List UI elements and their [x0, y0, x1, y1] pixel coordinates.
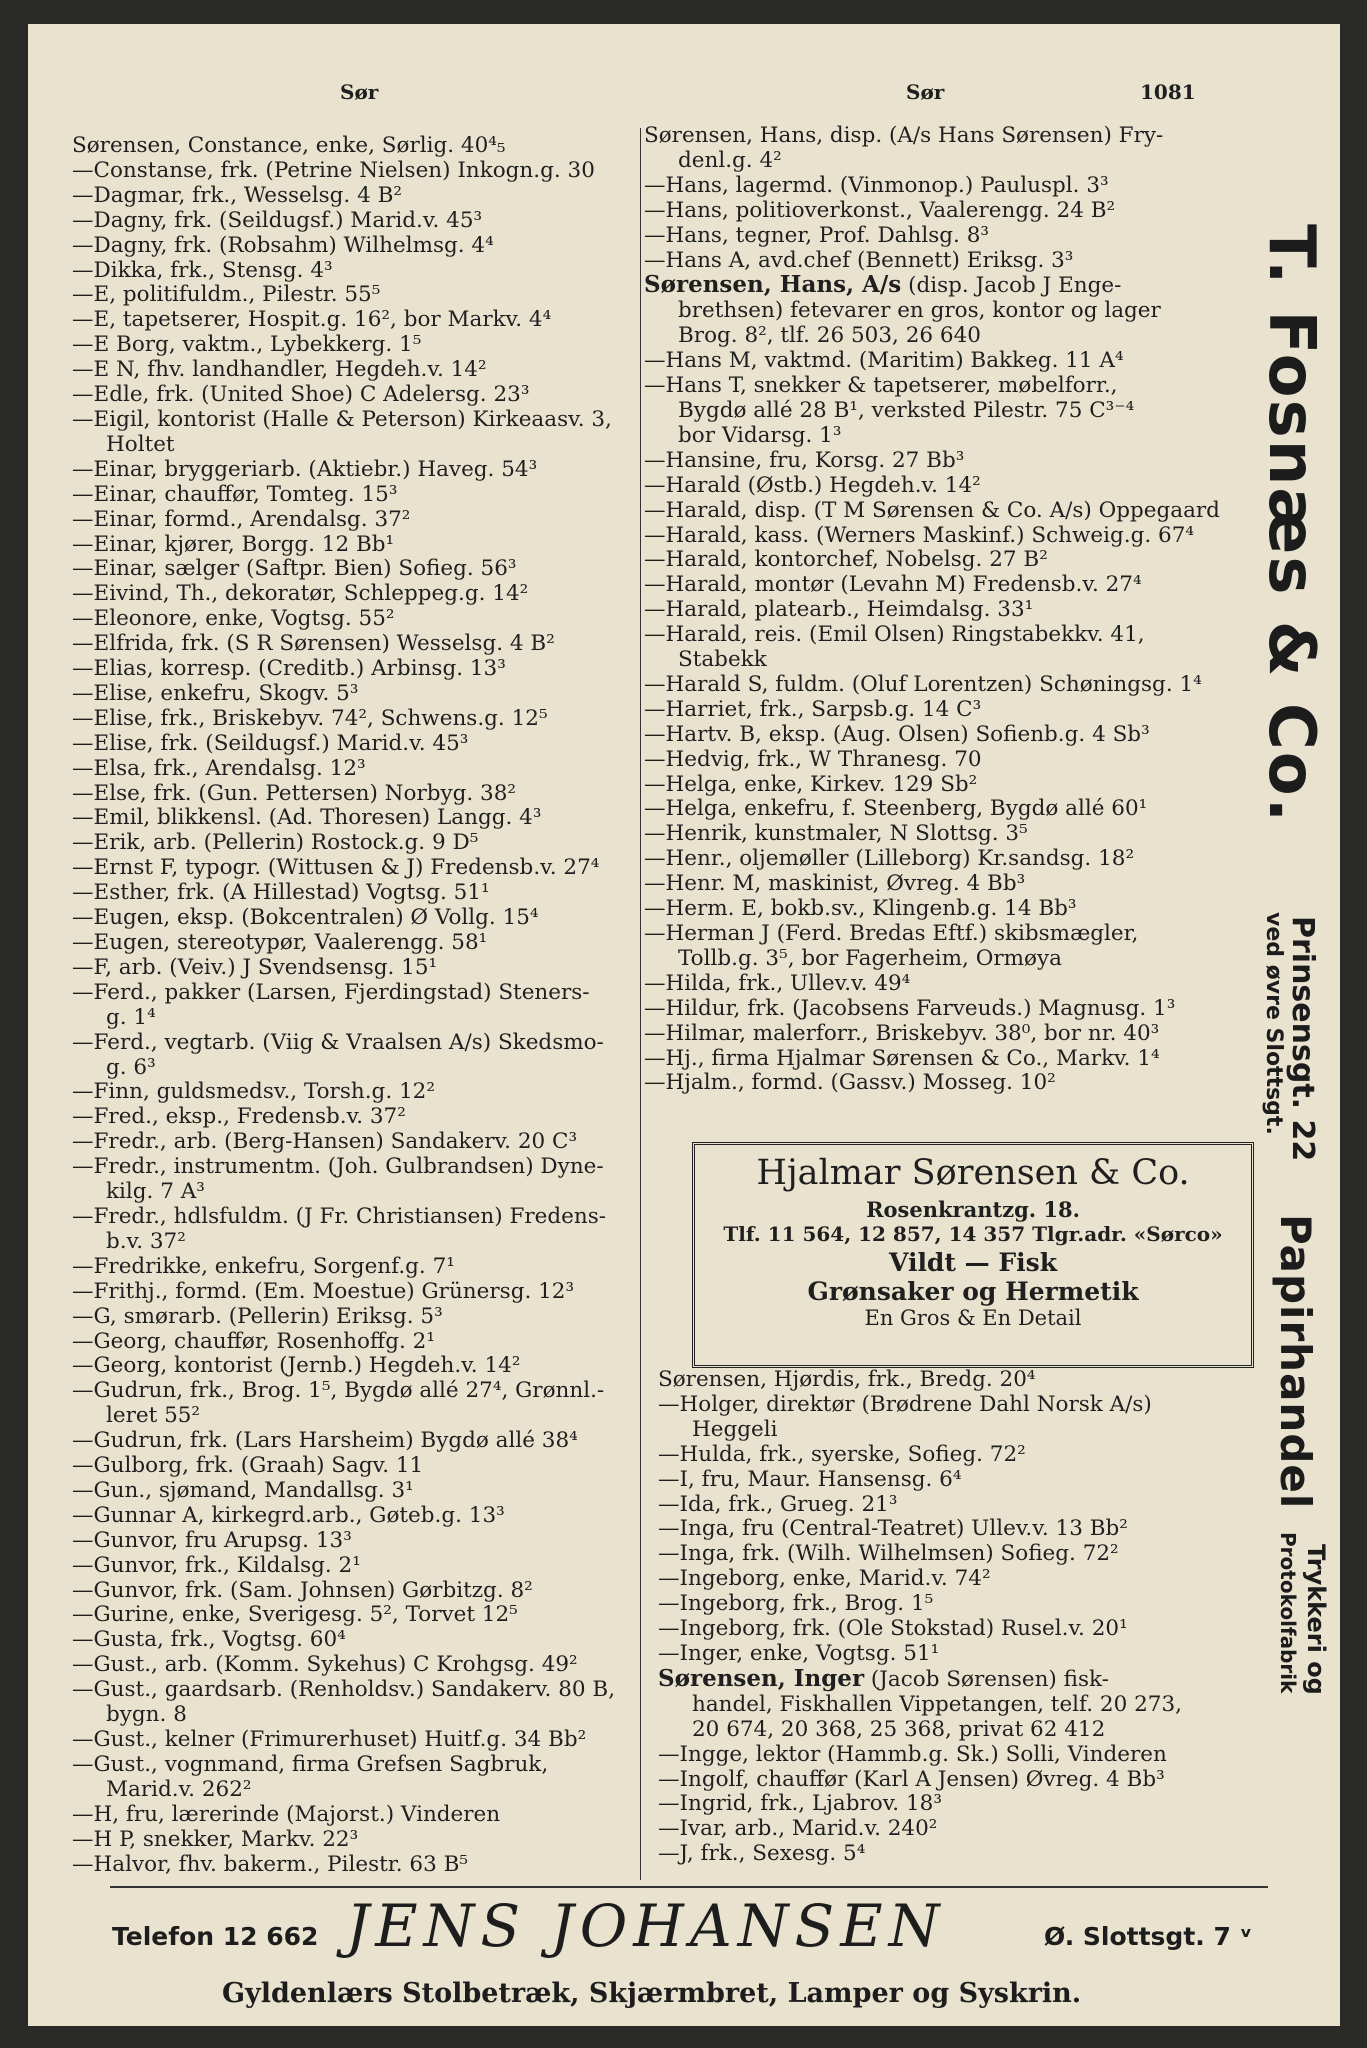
listing-line — [658, 1792, 1248, 1817]
listing-text: g. 1⁴ — [106, 1005, 156, 1030]
listing-line — [72, 1703, 678, 1728]
listing-text: —Einar, bryggeriarb. (Aktiebr.) Haveg. 54³ — [72, 457, 538, 482]
listing-text: —Gunvor, frk., Kildalsg. 2¹ — [72, 1553, 361, 1578]
listing-line — [644, 1071, 1248, 1096]
listing-text: —Ingge, lektor (Hammb.g. Sk.) Solli, Vinderen — [658, 1742, 1167, 1767]
listing-text: —Gusta, frk., Vogtsg. 60⁴ — [72, 1628, 346, 1653]
listing-text: kilg. 7 A³ — [106, 1180, 205, 1205]
directory-page — [28, 24, 1340, 2026]
listing-text: —Ernst F, typogr. (Wittusen & J) Fredensb.v. 27⁴ — [72, 856, 600, 881]
listing-text: —Harald (Østb.) Hegdeh.v. 14² — [644, 473, 981, 498]
listing-text: —Eugen, stereotypør, Vaalerengg. 58¹ — [72, 931, 488, 955]
listing-text: —Hans A, avd.chef (Bennett) Eriksg. 3³ — [644, 248, 1074, 273]
listing-line — [644, 723, 1248, 748]
listing-line — [644, 748, 1248, 773]
listing-text: Sørensen, Inger — [658, 1666, 865, 1692]
listing-line — [644, 399, 1248, 424]
listing-line — [72, 458, 678, 483]
listing-text: —Hans, politioverkonst., Vaalerengg. 24 B² — [644, 198, 1116, 223]
listing-text: —Hans, tegner, Prof. Dahlsg. 8³ — [644, 223, 989, 248]
listing-text: Sørensen, Hans, disp. (A/s Hans Sørensen) Fry- — [644, 124, 1164, 148]
listing-line — [644, 847, 1248, 872]
footer-rule — [110, 1886, 1268, 1888]
listing-line — [72, 757, 678, 782]
listing-text: —Ivar, arb., Marid.v. 240² — [658, 1817, 938, 1842]
listing-line — [72, 134, 678, 159]
listing-line — [72, 1504, 678, 1529]
listing-text: —Ferd., pakker (Larsen, Fjerdingstad) Steners- — [72, 980, 590, 1005]
listing-text: —Fredr., arb. (Berg-Hansen) Sandakerv. 20 C³ — [72, 1130, 578, 1155]
listing-text: —Inga, fru (Central-Teatret) Ullev.v. 13 Bb² — [658, 1517, 1128, 1542]
listing-text: —Fredr., hdlsfuldm. (J Fr. Christiansen) Fredens- — [72, 1204, 607, 1229]
listing-line — [72, 607, 678, 632]
listing-text: —Finn, guldsmedsv., Torsh.g. 12² — [72, 1080, 435, 1105]
listing-text: —Gust., gaardsarb. (Renholdsv.) Sandakerv. 80 B, — [72, 1678, 616, 1703]
listing-text: —Harald, reis. (Emil Olsen) Ringstabekkv. 41, — [644, 623, 1145, 648]
listing-line — [72, 1579, 678, 1604]
listing-line — [72, 259, 678, 284]
footer-name: JENS JOHANSEN — [346, 1892, 946, 1960]
listing-line — [644, 922, 1248, 947]
listing-text: —Harald, disp. (T M Sørensen & Co. A/s) Oppegaard — [644, 498, 1220, 523]
listing-line — [72, 682, 678, 707]
listing-line — [644, 822, 1248, 847]
listing-text: Sørensen, Constance, enke, Sørlig. 40⁴₅ — [72, 134, 506, 158]
listing-text: —Ingeborg, frk. (Ole Stokstad) Rusel.v. 20¹ — [658, 1617, 1128, 1642]
listing-text: leret 55² — [106, 1404, 201, 1429]
listing-text: —Elsa, frk., Arendalsg. 12³ — [72, 756, 366, 781]
listing-text: —Constanse, frk. (Petrine Nielsen) Inkogn.g. 30 — [72, 158, 595, 183]
listing-line — [644, 424, 1248, 449]
listing-text: g. 6³ — [106, 1055, 156, 1080]
side-ad-address-a: Prinsensgt. 22 — [1285, 916, 1320, 1162]
listing-line — [72, 806, 678, 831]
side-ad-business-a: Papirhandel — [1271, 1214, 1320, 1510]
listing-line — [658, 1368, 1248, 1393]
listing-line — [72, 1628, 678, 1653]
listing-text: —Herman J (Ferd. Bredas Eftf.) skibsmægler, — [644, 922, 1139, 946]
listing-text: Sørensen, Hjørdis, frk., Bredg. 20⁴ — [658, 1368, 1036, 1392]
listing-text: —Ida, frk., Grueg. 21³ — [658, 1492, 898, 1517]
listing-text: —Elias, korresp. (Creditb.) Arbinsg. 13³ — [72, 657, 506, 682]
listing-line — [658, 1592, 1248, 1617]
listing-text: bygn. 8 — [106, 1703, 187, 1728]
listing-line — [644, 324, 1248, 349]
listing-line — [658, 1743, 1248, 1768]
listing-line — [72, 283, 678, 308]
listing-line — [72, 1354, 678, 1379]
listing-text: —Elfrida, frk. (S R Sørensen) Wesselsg. 4 B² — [72, 632, 555, 657]
listing-line — [644, 224, 1248, 249]
listing-text: —Harald S, fuldm. (Oluf Lorentzen) Schøningsg. 1⁴ — [644, 672, 1202, 697]
listing-text: —Gunnar A, kirkegrd.arb., Gøteb.g. 13³ — [72, 1503, 505, 1528]
listing-text: —G, smørarb. (Pellerin) Eriksg. 5³ — [72, 1304, 443, 1329]
listing-line — [644, 174, 1248, 199]
listing-text: b.v. 37² — [106, 1229, 186, 1254]
listing-text: bor Vidarsg. 1³ — [678, 423, 842, 448]
listing-text: —Hj., firma Hjalmar Sørensen & Co., Markv. 1⁴ — [644, 1046, 1160, 1071]
listing-text: —Hjalm., formd. (Gassv.) Mosseg. 10² — [644, 1071, 1056, 1096]
listing-text: —Henrik, kunstmaler, N Slottsg. 3⁵ — [644, 822, 1028, 847]
listing-text: denl.g. 4² — [678, 148, 782, 173]
listing-text: —Dagmar, frk., Wesselsg. 4 B² — [72, 183, 403, 208]
listing-line — [644, 474, 1248, 499]
listing-line — [644, 199, 1248, 224]
listing-text: —Halvor, fhv. bakerm., Pilestr. 63 B⁵ — [72, 1852, 468, 1877]
listing-line — [72, 956, 678, 981]
listing-text: —Erik, arb. (Pellerin) Rostock.g. 9 D⁵ — [72, 831, 479, 856]
listing-text: —Eugen, eksp. (Bokcentralen) Ø Vollg. 15⁴ — [72, 906, 539, 931]
listing-line — [644, 299, 1248, 324]
listing-line — [658, 1842, 1248, 1867]
listing-text: brethsen) fetevarer en gros, kontor og lager — [678, 299, 1161, 324]
listing-text: —Harald, platearb., Heimdalsg. 33¹ — [644, 598, 1034, 623]
listing-line — [72, 1205, 678, 1230]
listing-text: —Hilda, frk., Ullev.v. 49⁴ — [644, 971, 911, 996]
listing-text: —Emil, blikkensl. (Ad. Thoresen) Langg. 4³ — [72, 806, 542, 831]
listing-line — [72, 308, 678, 333]
listing-line — [72, 657, 678, 682]
listing-line — [644, 872, 1248, 897]
footer-tagline: Gyldenlærs Stolbetræk, Skjærmbret, Lamper og Syskrin. — [222, 1978, 1082, 2009]
ad-phones: Tlf. 11 564, 12 857, 14 357 Tlgr.adr. «Sørco» — [723, 1222, 1223, 1246]
listing-line — [658, 1443, 1248, 1468]
listing-text: —Inger, enke, Vogtsg. 51¹ — [658, 1641, 940, 1666]
listing-text: —Hans T, snekker & tapetserer, møbelforr., — [644, 374, 1118, 399]
listing-text: —Henr. M, maskinist, Øvreg. 4 Bb³ — [644, 872, 1026, 897]
left-column — [72, 134, 678, 1877]
listing-line — [72, 981, 678, 1006]
listing-line — [72, 582, 678, 607]
listing-line — [72, 1230, 678, 1255]
right-column-bottom — [658, 1368, 1248, 1867]
listing-line — [658, 1768, 1248, 1793]
listing-text: —Else, frk. (Gun. Pettersen) Norbyg. 38² — [72, 781, 517, 806]
listing-line — [72, 1180, 678, 1205]
listing-text: —Hildur, frk. (Jacobsens Farveuds.) Magnusg. 1³ — [644, 996, 1176, 1021]
listing-line — [72, 881, 678, 906]
listing-line — [72, 707, 678, 732]
listing-line — [644, 374, 1248, 399]
ad-line3: En Gros & En Detail — [864, 1306, 1082, 1330]
listing-text: —E Borg, vaktm., Lybekkerg. 1⁵ — [72, 333, 422, 358]
listing-line — [72, 1006, 678, 1031]
side-ad-business-b: Trykkeri og — [1302, 1544, 1330, 1695]
listing-line — [72, 1753, 678, 1778]
listing-line — [658, 1468, 1248, 1493]
listing-text: —Georg, chauffør, Rosenhoffg. 2¹ — [72, 1329, 435, 1354]
listing-text: —Dagny, frk. (Seildugsf.) Marid.v. 45³ — [72, 208, 483, 233]
hjalmar-sorensen-ad — [692, 1142, 1254, 1368]
listing-line — [644, 1047, 1248, 1072]
listing-text: —Gunvor, frk. (Sam. Johnsen) Gørbitzg. 8² — [72, 1578, 533, 1603]
listing-line — [72, 557, 678, 582]
listing-line — [72, 383, 678, 408]
listing-text: —Ferd., vegtarb. (Viig & Vraalsen A/s) Skedsmo- — [72, 1030, 604, 1055]
listing-line — [644, 698, 1248, 723]
listing-line — [644, 673, 1248, 698]
listing-line — [72, 1429, 678, 1454]
listing-line — [72, 533, 678, 558]
listing-line — [72, 1155, 678, 1180]
listing-line — [644, 449, 1248, 474]
listing-text: handel, Fiskhallen Vippetangen, telf. 20 273, — [692, 1692, 1182, 1717]
ad-address: Rosenkrantzg. 18. — [866, 1197, 1080, 1222]
listing-line — [658, 1718, 1248, 1743]
listing-text: —Esther, frk. (A Hillestad) Vogtsg. 51¹ — [72, 881, 490, 906]
listing-line — [644, 499, 1248, 524]
listing-text: —Einar, chauffør, Tomteg. 15³ — [72, 482, 398, 507]
listing-line — [72, 159, 678, 184]
listing-line — [72, 358, 678, 383]
listing-line — [72, 1603, 678, 1628]
listing-line — [658, 1542, 1248, 1567]
listing-line — [644, 648, 1248, 673]
footer-address: Ø. Slottsgt. 7 ᵛ — [1044, 1922, 1253, 1951]
listing-line — [72, 1479, 678, 1504]
listing-line — [72, 906, 678, 931]
listing-line — [644, 598, 1248, 623]
listing-text: —Gun., sjømand, Mandallsg. 3¹ — [72, 1478, 414, 1503]
listing-text: —Edle, frk. (United Shoe) C Adelersg. 23³ — [72, 383, 530, 408]
listing-text: —Eleonore, enke, Vogtsg. 55² — [72, 607, 395, 632]
listing-text: Holtet — [106, 432, 175, 457]
listing-line — [72, 931, 678, 956]
side-ad-business-c: Protokolfabrik — [1276, 1532, 1300, 1694]
listing-line — [644, 524, 1248, 549]
listing-line — [72, 1728, 678, 1753]
listing-text: —Ingeborg, enke, Marid.v. 74² — [658, 1567, 991, 1592]
listing-line — [644, 249, 1248, 274]
listing-text: —Fredr., instrumentm. (Joh. Gulbrandsen) Dyne- — [72, 1155, 604, 1180]
listing-text: —Gudrun, frk. (Lars Harsheim) Bygdø allé 38⁴ — [72, 1429, 578, 1454]
listing-text: —Helga, enke, Kirkev. 129 Sb² — [644, 772, 978, 797]
listing-line — [644, 573, 1248, 598]
listing-line — [72, 1105, 678, 1130]
listing-text: —Hans M, vaktmd. (Maritim) Bakkeg. 11 A⁴ — [644, 349, 1124, 374]
listing-text: —E, politifuldm., Pilestr. 55⁵ — [72, 283, 381, 308]
listing-line — [644, 1022, 1248, 1047]
listing-text: Bygdø allé 28 B¹, verksted Pilestr. 75 C³⁻⁴ — [678, 398, 1135, 423]
listing-line — [644, 124, 1248, 149]
listing-line — [72, 632, 678, 657]
footer-phone: Telefon 12 662 — [112, 1922, 319, 1951]
listing-text: —Eigil, kontorist (Halle & Peterson) Kirkeaasv. 3, — [72, 407, 612, 432]
listing-text: —Gulborg, frk. (Graah) Sagv. 11 — [72, 1454, 424, 1479]
listing-text: —Inga, frk. (Wilh. Wilhelmsen) Sofieg. 72² — [658, 1542, 1119, 1567]
listing-line — [644, 623, 1248, 648]
listing-line — [658, 1693, 1248, 1718]
listing-text: —Hilmar, malerforr., Briskebyv. 38⁰, bor nr. 40³ — [644, 1021, 1160, 1046]
listing-text: —Einar, kjører, Borgg. 12 Bb¹ — [72, 532, 395, 557]
listing-text: —I, fru, Maur. Hansensg. 6⁴ — [658, 1467, 962, 1492]
side-ad-name: T. Fosnæs & Co. — [1254, 224, 1328, 825]
listing-line — [72, 1853, 678, 1878]
listing-text: —Ingolf, chauffør (Karl A Jensen) Øvreg. 4 Bb³ — [658, 1767, 1165, 1792]
listing-text: —H P, snekker, Markv. 22³ — [72, 1827, 359, 1852]
listing-text: —Elise, enkefru, Skogv. 5³ — [72, 681, 359, 706]
listing-text: —E N, fhv. landhandler, Hegdeh.v. 14² — [72, 358, 487, 383]
listing-text: —Hedvig, frk., W Thranesg. 70 — [644, 747, 982, 772]
listing-line — [644, 947, 1248, 972]
listing-line — [658, 1617, 1248, 1642]
listing-text-rest: (disp. Jacob J Enge- — [901, 273, 1122, 299]
listing-text: —Dagny, frk. (Robsahm) Wilhelmsg. 4⁴ — [72, 233, 494, 258]
listing-text: Tollb.g. 3⁵, bor Fagerheim, Ormøya — [678, 946, 1062, 971]
listing-text: —Gudrun, frk., Brog. 1⁵, Bygdø allé 27⁴, Grønnl.- — [72, 1379, 605, 1404]
listing-line — [644, 149, 1248, 174]
listing-line — [72, 1305, 678, 1330]
listing-line — [72, 433, 678, 458]
listing-text-rest: (Jacob Sørensen) fisk- — [864, 1666, 1109, 1692]
listing-text: —Harald, kontorchef, Nobelsg. 27 B² — [644, 548, 1048, 573]
listing-text: —Elise, frk. (Seildugsf.) Marid.v. 45³ — [72, 731, 469, 756]
listing-text: —Holger, direktør (Brødrene Dahl Norsk A/s) — [658, 1392, 1152, 1417]
listing-text: —Gunvor, fru Arupsg. 13³ — [72, 1528, 352, 1553]
listing-line — [72, 234, 678, 259]
listing-line — [72, 1678, 678, 1703]
listing-text: —Hartv. B, eksp. (Aug. Olsen) Sofienb.g. 4 Sb³ — [644, 722, 1150, 747]
listing-line — [658, 1517, 1248, 1542]
listing-text: —Gurine, enke, Sverigesg. 5², Torvet 12⁵ — [72, 1603, 518, 1628]
listing-line — [72, 483, 678, 508]
listing-text: Sørensen, Hans, A/s — [644, 273, 902, 299]
listing-line — [72, 1803, 678, 1828]
listing-text: —Gust., vognmand, firma Grefsen Sagbruk, — [72, 1752, 549, 1777]
listing-text: —Fred., eksp., Fredensb.v. 37² — [72, 1105, 406, 1130]
listing-line — [72, 1454, 678, 1479]
listing-text: —Frithj., formd. (Em. Moestue) Grünersg. 12³ — [72, 1279, 575, 1304]
listing-text: Stabekk — [678, 648, 767, 673]
listing-text: —Hulda, frk., syerske, Sofieg. 72² — [658, 1442, 1026, 1467]
listing-line — [72, 333, 678, 358]
listing-text: —Elise, frk., Briskebyv. 74², Schwens.g. 12⁵ — [72, 706, 548, 731]
listing-line — [72, 209, 678, 234]
listing-line — [72, 831, 678, 856]
listing-line — [72, 782, 678, 807]
listing-line — [72, 408, 678, 433]
listing-text: —Einar, sælger (Saftpr. Bien) Sofieg. 56³ — [72, 557, 517, 582]
listing-text: —F, arb. (Veiv.) J Svendsensg. 15¹ — [72, 955, 438, 980]
listing-line — [72, 1056, 678, 1081]
listing-line — [658, 1418, 1248, 1443]
listing-line — [72, 508, 678, 533]
listing-line — [72, 732, 678, 757]
ad-line1: Vildt — Fisk — [888, 1248, 1058, 1277]
listing-line — [72, 1255, 678, 1280]
side-ad-address-b: ved øvre Slottsgt. — [1261, 912, 1286, 1135]
listing-text: —Hansine, fru, Korsg. 27 Bb³ — [644, 448, 965, 473]
listing-line — [72, 1031, 678, 1056]
listing-text: —Eivind, Th., dekoratør, Schleppeg.g. 14² — [72, 582, 529, 607]
listing-text: Heggeli — [692, 1417, 778, 1442]
listing-text: Marid.v. 262² — [106, 1777, 252, 1802]
listing-text: —Herm. E, bokb.sv., Klingenb.g. 14 Bb³ — [644, 897, 1077, 922]
listing-line — [644, 897, 1248, 922]
listing-line — [658, 1642, 1248, 1667]
listing-line — [72, 1554, 678, 1579]
listing-text: —Gust., arb. (Komm. Sykehus) C Krohgsg. 49² — [72, 1653, 578, 1678]
listing-text: —Ingrid, frk., Ljabrov. 18³ — [658, 1792, 942, 1817]
listing-text: —Einar, formd., Arendalsg. 37² — [72, 507, 411, 532]
listing-text: —Gust., kelner (Frimurerhuset) Huitf.g. 34 Bb² — [72, 1728, 587, 1752]
ad-title: Hjalmar Sørensen & Co. — [756, 1153, 1190, 1193]
listing-line — [72, 1653, 678, 1678]
listing-line — [644, 349, 1248, 374]
listing-text: —Harald, montør (Levahn M) Fredensb.v. 27⁴ — [644, 573, 1142, 598]
listing-text: —Ingeborg, frk., Brog. 1⁵ — [658, 1592, 934, 1617]
listing-text: —J, frk., Sexesg. 5⁴ — [658, 1842, 866, 1867]
listing-line — [72, 1828, 678, 1853]
listing-text: —Harald, kass. (Werners Maskinf.) Schweig.g. 67⁴ — [644, 523, 1194, 548]
listing-line — [658, 1667, 1248, 1693]
listing-text: —Georg, kontorist (Jernb.) Hegdeh.v. 14² — [72, 1354, 521, 1379]
ad-line2: Grønsaker og Hermetik — [807, 1277, 1139, 1306]
listing-text: —Henr., oljemøller (Lilleborg) Kr.sandsg. 18² — [644, 847, 1135, 872]
listing-line — [72, 1778, 678, 1803]
right-column-top — [644, 124, 1248, 1096]
listing-text: —Fredrikke, enkefru, Sorgenf.g. 7¹ — [72, 1254, 455, 1279]
listing-line — [72, 1130, 678, 1155]
listing-line — [644, 773, 1248, 798]
header-left: Sør — [340, 80, 379, 104]
listing-line — [644, 972, 1248, 997]
listing-text: —Harriet, frk., Sarpsb.g. 14 C³ — [644, 697, 982, 722]
header-middle: Sør — [906, 80, 945, 104]
listing-text: —Helga, enkefru, f. Steenberg, Bygdø allé 60¹ — [644, 797, 1148, 822]
listing-line — [72, 184, 678, 209]
listing-text: —Dikka, frk., Stensg. 4³ — [72, 258, 333, 283]
listing-line — [644, 797, 1248, 822]
listing-text: —H, fru, lærerinde (Majorst.) Vinderen — [72, 1802, 501, 1827]
listing-line — [658, 1817, 1248, 1842]
listing-text: 20 674, 20 368, 25 368, privat 62 412 — [692, 1717, 1106, 1742]
listing-line — [72, 1379, 678, 1404]
listing-line — [72, 1080, 678, 1105]
column-divider — [640, 128, 641, 1880]
listing-text: —E, tapetserer, Hospit.g. 16², bor Markv. 4⁴ — [72, 308, 552, 333]
listing-line — [72, 1330, 678, 1355]
listing-line — [72, 856, 678, 881]
listing-line — [644, 273, 1248, 299]
listing-line — [72, 1404, 678, 1429]
listing-text: —Hans, lagermd. (Vinmonop.) Pauluspl. 3³ — [644, 173, 1109, 198]
listing-line — [658, 1567, 1248, 1592]
listing-line — [658, 1393, 1248, 1418]
page-number: 1081 — [1140, 80, 1196, 104]
listing-line — [658, 1493, 1248, 1518]
listing-line — [644, 997, 1248, 1022]
listing-line — [72, 1280, 678, 1305]
listing-line — [644, 548, 1248, 573]
listing-line — [72, 1529, 678, 1554]
listing-text: Brog. 8², tlf. 26 503, 26 640 — [678, 324, 981, 349]
